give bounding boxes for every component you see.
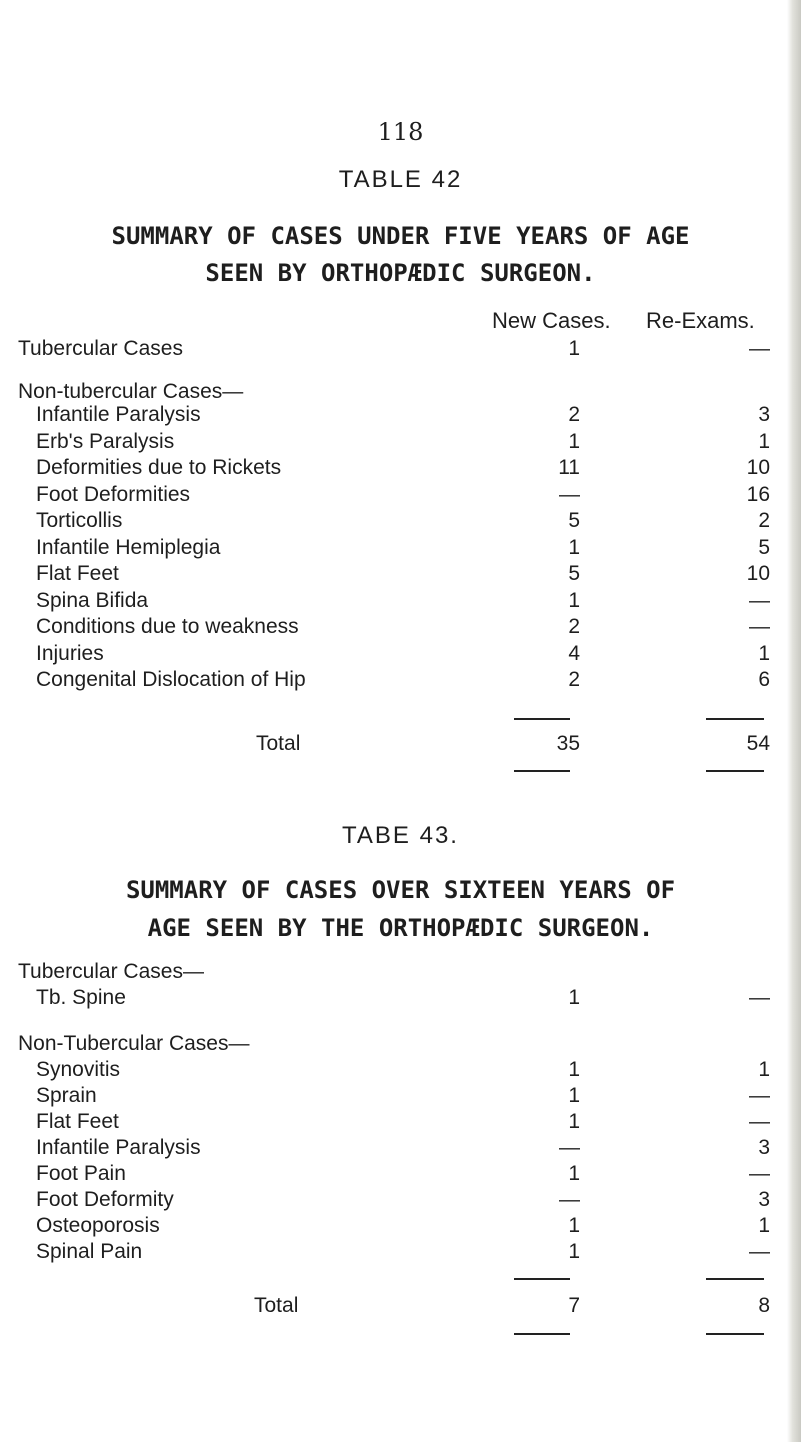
re-exams-value: — — [749, 1162, 770, 1185]
total-rule-bottom-new — [514, 770, 570, 772]
table-row — [0, 986, 801, 1014]
table-row — [0, 1084, 801, 1112]
total-re-exams: 8 — [758, 1294, 770, 1317]
re-exams-value: — — [749, 1110, 770, 1133]
table-42-heading-line2: SEEN BY ORTHOPÆDIC SURGEON. — [205, 259, 596, 287]
table-43-caption: TABE 43. — [342, 822, 459, 849]
re-exams-value: 1 — [758, 429, 770, 453]
section-label-non-tubercular — [0, 1032, 801, 1060]
column-header-new-cases: New Cases. — [492, 308, 611, 333]
new-cases-value: 1 — [568, 1162, 580, 1185]
row-label: Synovitis — [36, 1058, 121, 1081]
re-exams-value: 6 — [758, 668, 770, 691]
table-42-caption: TABLE 42 — [338, 166, 463, 193]
total-new-cases: 35 — [556, 732, 580, 755]
new-cases-value: 1 — [568, 1058, 580, 1081]
re-exams-value: — — [749, 588, 770, 612]
table-row — [0, 430, 801, 458]
table-43-heading-line1: SUMMARY OF CASES OVER SIXTEEN YEARS OF — [125, 876, 676, 904]
section-label-text: Non-Tubercular Cases— — [18, 1032, 250, 1055]
new-cases-value: 5 — [568, 509, 580, 532]
row-label: Tubercular Cases — [18, 337, 183, 360]
row-label: Tb. Spine — [36, 986, 126, 1009]
total-rule-top-re — [706, 718, 764, 720]
new-cases-value: 2 — [568, 615, 580, 638]
table-row — [0, 456, 801, 484]
table-row — [0, 509, 801, 537]
total-rule-top-new — [514, 1278, 570, 1280]
section-label-tubercular — [0, 960, 801, 988]
re-exams-value: 1 — [758, 1214, 770, 1237]
row-label: Infantile Paralysis — [36, 403, 201, 426]
table-row — [0, 589, 801, 617]
row-label: Foot Deformity — [36, 1188, 174, 1211]
total-rule-top-new — [514, 718, 570, 720]
re-exams-value: — — [749, 1084, 770, 1107]
total-new-cases: 7 — [568, 1294, 580, 1317]
row-label: Flat Feet — [36, 1110, 119, 1133]
re-exams-value: — — [749, 615, 770, 638]
new-cases-value: 1 — [568, 337, 580, 360]
re-exams-value: — — [749, 337, 770, 360]
row-label: Osteoporosis — [36, 1214, 160, 1237]
page-number: 118 — [377, 118, 424, 146]
re-exams-value: 1 — [758, 1058, 770, 1081]
total-re-exams: 54 — [746, 732, 770, 755]
re-exams-value: 10 — [746, 562, 770, 585]
re-exams-value: 3 — [758, 1136, 770, 1159]
new-cases-value: 2 — [568, 403, 580, 426]
table-row-total — [0, 732, 801, 760]
total-rule-top-re — [706, 1278, 764, 1280]
table-row — [0, 1240, 801, 1268]
new-cases-value: — — [559, 1136, 580, 1159]
table-row — [0, 403, 801, 431]
table-43-heading-line2: AGE SEEN BY THE ORTHOPÆDIC SURGEON. — [147, 914, 654, 942]
row-label: Injuries — [36, 641, 104, 665]
new-cases-value: 4 — [568, 641, 580, 665]
row-label: Sprain — [36, 1084, 97, 1107]
new-cases-value: 1 — [568, 429, 580, 453]
row-label: Deformities due to Rickets — [36, 456, 282, 479]
table-row — [0, 562, 801, 590]
table-row-tubercular — [0, 337, 801, 365]
table-row — [0, 536, 801, 564]
re-exams-value: 3 — [758, 403, 770, 426]
row-label: Erb's Paralysis — [36, 429, 175, 453]
column-header-re-exams: Re-Exams. — [646, 308, 755, 333]
new-cases-value: 1 — [568, 986, 580, 1009]
table-row — [0, 615, 801, 643]
re-exams-value: 2 — [758, 509, 770, 532]
row-label: Foot Deformities — [36, 482, 191, 506]
new-cases-value: 2 — [568, 668, 580, 691]
table-row — [0, 1136, 801, 1164]
new-cases-value: 1 — [568, 1240, 580, 1263]
total-rule-bottom-new — [514, 1333, 570, 1335]
table-row-total — [0, 1294, 801, 1322]
new-cases-value: — — [559, 1188, 580, 1211]
new-cases-value: 1 — [568, 588, 580, 612]
table-row — [0, 483, 801, 511]
re-exams-value: 3 — [758, 1188, 770, 1211]
table-row — [0, 1188, 801, 1216]
new-cases-value: 1 — [568, 1110, 580, 1133]
row-label: Infantile Paralysis — [36, 1136, 201, 1159]
table-row — [0, 1110, 801, 1138]
row-label: Congenital Dislocation of Hip — [36, 668, 306, 691]
table-row — [0, 1162, 801, 1190]
new-cases-value: 1 — [568, 1214, 580, 1237]
re-exams-value: 10 — [746, 456, 770, 479]
row-label: Infantile Hemiplegia — [36, 535, 221, 559]
re-exams-value: 1 — [758, 641, 770, 665]
re-exams-value: 5 — [758, 535, 770, 559]
new-cases-value: 1 — [568, 535, 580, 559]
row-label: Spinal Pain — [36, 1240, 143, 1263]
row-label: Conditions due to weakness — [36, 615, 299, 638]
new-cases-value: — — [559, 482, 580, 506]
row-label: Torticollis — [36, 509, 123, 532]
new-cases-value: 11 — [558, 456, 580, 479]
row-label: Spina Bifida — [36, 588, 149, 612]
re-exams-value: — — [749, 1240, 770, 1263]
total-rule-bottom-re — [706, 1333, 764, 1335]
total-label: Total — [254, 1294, 299, 1317]
section-label-text: Non-tubercular Cases— — [18, 380, 244, 403]
new-cases-value: 5 — [568, 562, 580, 585]
table-row — [0, 642, 801, 670]
total-label: Total — [256, 732, 301, 755]
table-row — [0, 668, 801, 696]
table-row — [0, 1058, 801, 1086]
section-label-text: Tubercular Cases— — [18, 960, 204, 983]
re-exams-value: 16 — [746, 482, 770, 506]
table-row — [0, 1214, 801, 1242]
total-rule-bottom-re — [706, 770, 764, 772]
table-42-heading-line1: SUMMARY OF CASES UNDER FIVE YEARS OF AGE — [111, 222, 690, 250]
new-cases-value: 1 — [568, 1084, 580, 1107]
re-exams-value: — — [749, 986, 770, 1009]
row-label: Foot Pain — [36, 1162, 126, 1185]
row-label: Flat Feet — [36, 562, 119, 585]
